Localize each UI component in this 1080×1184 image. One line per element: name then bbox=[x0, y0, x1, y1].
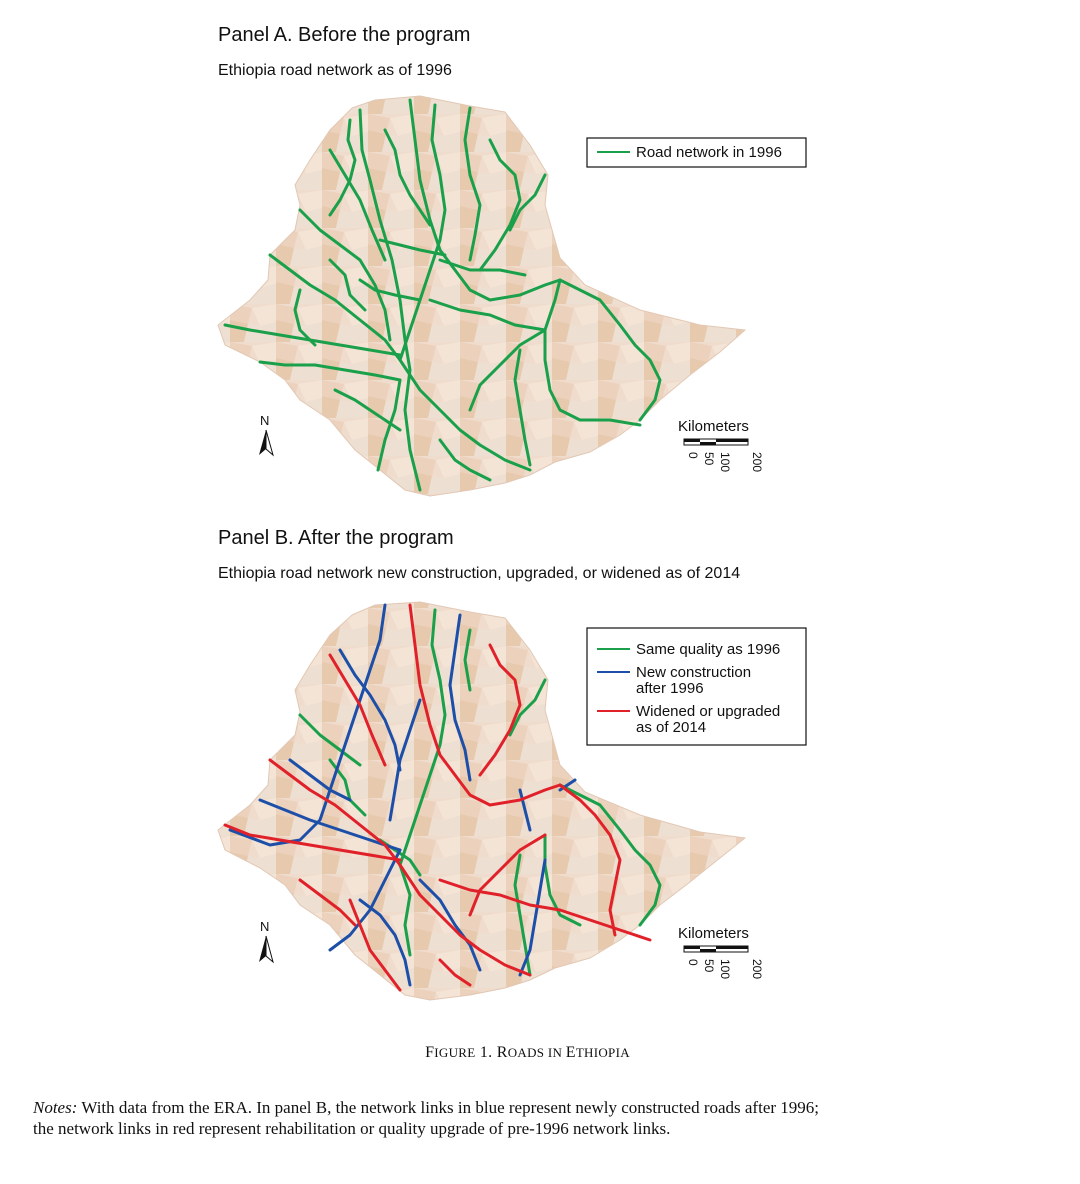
legend-b-label-new-2: after 1996 bbox=[636, 680, 704, 697]
notes-label: Notes: bbox=[33, 1098, 78, 1117]
legend-a bbox=[587, 138, 806, 167]
scale-tick-b-100: 100 bbox=[718, 959, 732, 980]
legend-b-label-same: Same quality as 1996 bbox=[636, 641, 781, 658]
legend-a-label-1996: Road network in 1996 bbox=[636, 144, 782, 161]
panel-b-title: Panel B. After the program bbox=[218, 527, 454, 549]
legend-b bbox=[587, 628, 806, 745]
north-label-a: N bbox=[260, 413, 270, 428]
scale-title-a: Kilometers bbox=[678, 418, 749, 435]
panel-b-subtitle: Ethiopia road network new construction, upgraded, or widened as of 2014 bbox=[218, 565, 741, 582]
north-label-b: N bbox=[260, 919, 270, 934]
scale-bar-b bbox=[678, 925, 764, 979]
north-arrow-b bbox=[259, 919, 273, 962]
north-arrow-a bbox=[259, 413, 273, 455]
scale-tick-b-200: 200 bbox=[750, 959, 764, 980]
scale-bar-a bbox=[678, 418, 764, 472]
legend-b-label-upgraded-2: as of 2014 bbox=[636, 719, 707, 736]
notes-line-1: Notes: With data from the ERA. In panel B, the network links in blue represent newly constructed roads after 1996; bbox=[33, 1098, 819, 1117]
scale-tick-b-50: 50 bbox=[702, 959, 716, 973]
figure-notes bbox=[33, 1097, 1063, 1139]
scale-tick-a-100: 100 bbox=[718, 452, 732, 473]
panel-a-map bbox=[0, 0, 1080, 520]
scale-tick-b-0: 0 bbox=[686, 959, 700, 966]
scale-tick-a-0: 0 bbox=[686, 452, 700, 459]
north-arrow-icon-b bbox=[259, 936, 266, 962]
legend-b-label-new-1: New construction bbox=[636, 664, 752, 681]
north-arrow-icon-a bbox=[259, 430, 266, 455]
scale-tick-a-200: 200 bbox=[750, 452, 764, 473]
notes-line-2: the network links in red represent rehabilitation or quality upgrade of pre-1996 network links. bbox=[33, 1119, 671, 1138]
scale-title-b: Kilometers bbox=[678, 925, 749, 942]
panel-b-map bbox=[0, 590, 1080, 1020]
panel-a-title: Panel A. Before the program bbox=[218, 24, 471, 46]
figure-caption: FIGURE 1. ROADS IN ETHIOPIA bbox=[425, 1044, 630, 1061]
legend-b-label-upgraded-1: Widened or upgraded bbox=[636, 703, 781, 720]
scale-tick-a-50: 50 bbox=[702, 452, 716, 466]
panel-a-subtitle: Ethiopia road network as of 1996 bbox=[218, 62, 452, 79]
